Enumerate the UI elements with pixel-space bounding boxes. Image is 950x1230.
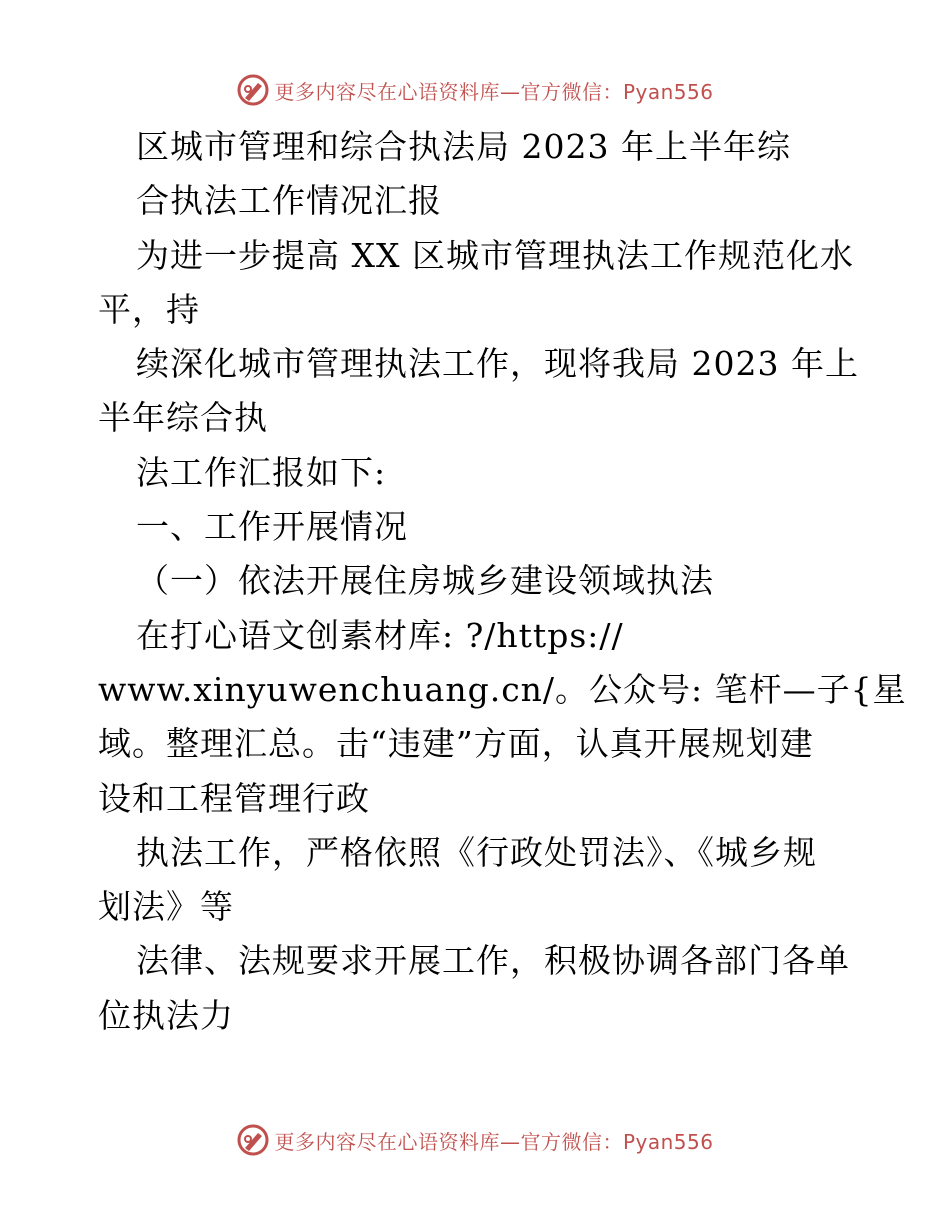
paragraph-line: www.xinyuwenchuang.cn/。公众号: 笔杆—子{星 [98,669,907,709]
subsection-heading: （一）依法开展住房城乡建设领域执法 [136,561,714,601]
paragraph-line: 法工作汇报如下: [136,452,387,492]
watermark-text: 更多内容尽在心语资料库—官方微信：Pyan556 [274,1129,714,1154]
paragraph-line: 位执法力 [98,995,234,1035]
paragraph-line: 半年综合执 [98,398,268,438]
title-line-2: 合执法工作情况汇报 [136,181,442,221]
paragraph-line: 为进一步提高 XX 区城市管理执法工作规范化水 [136,235,854,275]
paragraph-line: 续深化城市管理执法工作，现将我局 2023 年上 [136,344,859,384]
document-body [98,120,907,1043]
header-watermark [0,70,950,110]
footer-watermark [0,1120,950,1160]
paragraph-line: 法律、法规要求开展工作，积极协调各部门各单 [136,941,850,981]
paragraph-line: 域。整理汇总。击“违建”方面，认真开展规划建 [98,724,814,764]
title-line-1: 区城市管理和综合执法局 2023 年上半年综 [136,127,791,166]
paragraph-line: 设和工程管理行政 [98,778,370,818]
pen-logo-icon [236,73,270,107]
watermark-text: 更多内容尽在心语资料库—官方微信：Pyan556 [274,79,714,104]
section-heading: 一、工作开展情况 [136,507,408,547]
pen-logo-icon [236,1123,270,1157]
paragraph-line: 在打心语文创素材库: ?/https:// [136,615,624,655]
paragraph-line: 执法工作，严格依照《行政处罚法》、《城乡规 [136,832,817,872]
paragraph-line: 划法》等 [98,887,234,927]
paragraph-line: 平，持 [98,289,200,329]
